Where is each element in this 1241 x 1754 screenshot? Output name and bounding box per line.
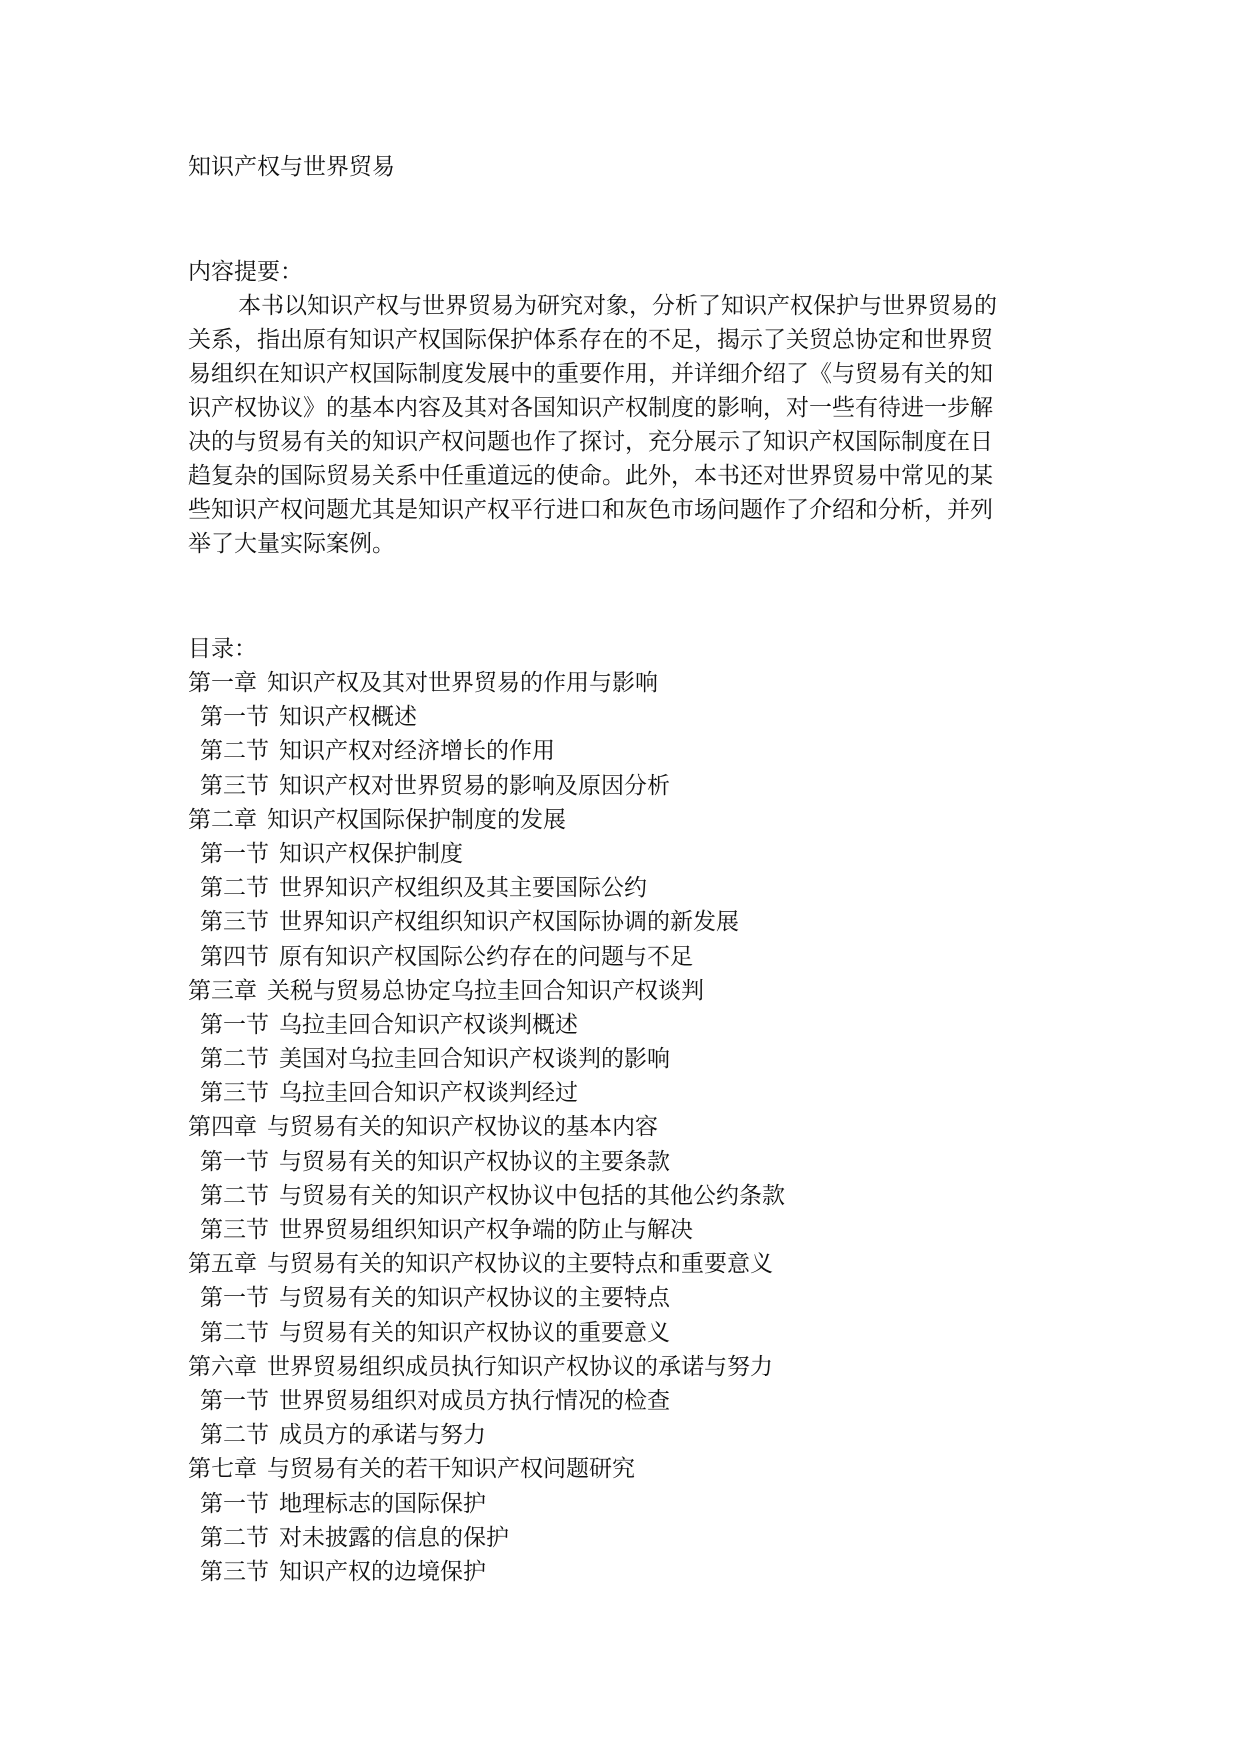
toc-number: 第三节 <box>200 1558 269 1585</box>
document-title: 知识产权与世界贸易 <box>188 154 395 180</box>
toc-text: 知识产权保护制度 <box>279 840 463 867</box>
toc-section <box>188 1555 1088 1589</box>
toc-text: 知识产权及其对世界贸易的作用与影响 <box>267 670 658 696</box>
toc-section <box>188 871 1088 905</box>
toc-chapter <box>188 666 1088 700</box>
toc-number: 第二章 <box>188 806 257 833</box>
toc-number: 第一节 <box>200 1387 269 1414</box>
toc-text: 世界知识产权组织知识产权国际协调的新发展 <box>279 909 739 936</box>
toc-section <box>188 1042 1088 1076</box>
toc-section <box>188 769 1088 803</box>
toc-text: 与贸易有关的知识产权协议的主要条款 <box>279 1148 670 1175</box>
toc-number: 第一节 <box>200 1148 269 1175</box>
toc-number: 第四章 <box>188 1114 257 1141</box>
toc-chapter <box>188 1350 1088 1384</box>
toc-section <box>188 1384 1088 1418</box>
toc-number: 第三章 <box>188 977 257 1004</box>
toc-number: 第一节 <box>200 1285 269 1312</box>
toc-number: 第二节 <box>200 875 269 902</box>
toc-heading: 目录： <box>188 636 257 662</box>
toc-number: 第一节 <box>200 1011 269 1038</box>
abstract-heading: 内容提要： <box>188 259 303 285</box>
abstract-line: 趋复杂的国际贸易关系中任重道远的使命。此外，本书还对世界贸易中常见的某 <box>188 463 993 489</box>
abstract-body <box>188 289 1058 561</box>
toc-chapter <box>188 1452 1088 1486</box>
table-of-contents <box>188 666 1088 1589</box>
toc-number: 第一节 <box>200 704 269 731</box>
toc-number: 第四节 <box>200 943 269 970</box>
toc-section <box>188 1179 1088 1213</box>
toc-section <box>188 1008 1088 1042</box>
toc-text: 知识产权对世界贸易的影响及原因分析 <box>279 772 670 799</box>
toc-section <box>188 905 1088 939</box>
toc-section <box>188 1281 1088 1315</box>
toc-text: 地理标志的国际保护 <box>279 1490 486 1517</box>
toc-number: 第五章 <box>188 1251 257 1278</box>
toc-number: 第一节 <box>200 840 269 867</box>
toc-number: 第七章 <box>188 1456 257 1483</box>
abstract-line: 决的与贸易有关的知识产权问题也作了探讨，充分展示了知识产权国际制度在日 <box>188 429 993 455</box>
toc-section <box>188 1418 1088 1452</box>
toc-text: 世界贸易组织成员执行知识产权协议的承诺与努力 <box>267 1353 773 1380</box>
toc-text: 关税与贸易总协定乌拉圭回合知识产权谈判 <box>267 977 704 1004</box>
toc-text: 与贸易有关的若干知识产权问题研究 <box>267 1456 635 1483</box>
abstract-line: 易组织在知识产权国际制度发展中的重要作用，并详细介绍了《与贸易有关的知 <box>188 361 993 387</box>
toc-text: 知识产权国际保护制度的发展 <box>267 806 566 833</box>
toc-section <box>188 1213 1088 1247</box>
toc-section <box>188 1076 1088 1110</box>
toc-number: 第三节 <box>200 1217 269 1243</box>
toc-number: 第三节 <box>200 909 269 936</box>
toc-text: 世界知识产权组织及其主要国际公约 <box>279 875 647 902</box>
toc-text: 美国对乌拉圭回合知识产权谈判的影响 <box>279 1046 670 1073</box>
toc-number: 第二节 <box>200 1319 269 1346</box>
toc-section <box>188 1145 1088 1179</box>
toc-text: 与贸易有关的知识产权协议的主要特点 <box>279 1285 670 1312</box>
toc-text: 知识产权的边境保护 <box>279 1558 486 1585</box>
toc-text: 原有知识产权国际公约存在的问题与不足 <box>279 943 693 970</box>
toc-text: 知识产权对经济增长的作用 <box>279 738 555 765</box>
abstract-line: 举了大量实际案例。 <box>188 531 395 557</box>
toc-number: 第二节 <box>200 1046 269 1073</box>
toc-number: 第一节 <box>200 1490 269 1517</box>
toc-section <box>188 1521 1088 1555</box>
toc-text: 与贸易有关的知识产权协议的重要意义 <box>279 1319 670 1346</box>
toc-number: 第三节 <box>200 1080 269 1107</box>
toc-number: 第二节 <box>200 738 269 765</box>
toc-section <box>188 940 1088 974</box>
toc-chapter <box>188 803 1088 837</box>
toc-number: 第三节 <box>200 772 269 799</box>
toc-text: 对未披露的信息的保护 <box>279 1524 509 1551</box>
toc-section <box>188 837 1088 871</box>
toc-chapter <box>188 1110 1088 1144</box>
toc-text: 乌拉圭回合知识产权谈判经过 <box>279 1080 578 1107</box>
toc-number: 第一章 <box>188 670 257 696</box>
toc-text: 知识产权概述 <box>279 704 417 731</box>
toc-text: 世界贸易组织知识产权争端的防止与解决 <box>279 1217 693 1243</box>
toc-section <box>188 734 1088 768</box>
toc-text: 乌拉圭回合知识产权谈判概述 <box>279 1011 578 1038</box>
toc-section <box>188 1487 1088 1521</box>
toc-text: 与贸易有关的知识产权协议的基本内容 <box>267 1114 658 1141</box>
toc-text: 世界贸易组织对成员方执行情况的检查 <box>279 1387 670 1414</box>
abstract-line: 本书以知识产权与世界贸易为研究对象，分析了知识产权保护与世界贸易的 <box>238 293 997 319</box>
toc-text: 与贸易有关的知识产权协议中包括的其他公约条款 <box>279 1182 785 1209</box>
toc-number: 第二节 <box>200 1182 269 1209</box>
abstract-line: 关系，指出原有知识产权国际保护体系存在的不足，揭示了关贸总协定和世界贸 <box>188 327 993 353</box>
toc-number: 第二节 <box>200 1422 269 1449</box>
toc-section <box>188 1316 1088 1350</box>
toc-text: 与贸易有关的知识产权协议的主要特点和重要意义 <box>267 1251 773 1278</box>
abstract-line: 识产权协议》的基本内容及其对各国知识产权制度的影响，对一些有待进一步解 <box>188 395 993 421</box>
toc-section <box>188 700 1088 734</box>
toc-text: 成员方的承诺与努力 <box>279 1422 486 1449</box>
toc-number: 第二节 <box>200 1524 269 1551</box>
abstract-line: 些知识产权问题尤其是知识产权平行进口和灰色市场问题作了介绍和分析，并列 <box>188 497 993 523</box>
toc-chapter <box>188 974 1088 1008</box>
toc-chapter <box>188 1247 1088 1281</box>
toc-number: 第六章 <box>188 1353 257 1380</box>
